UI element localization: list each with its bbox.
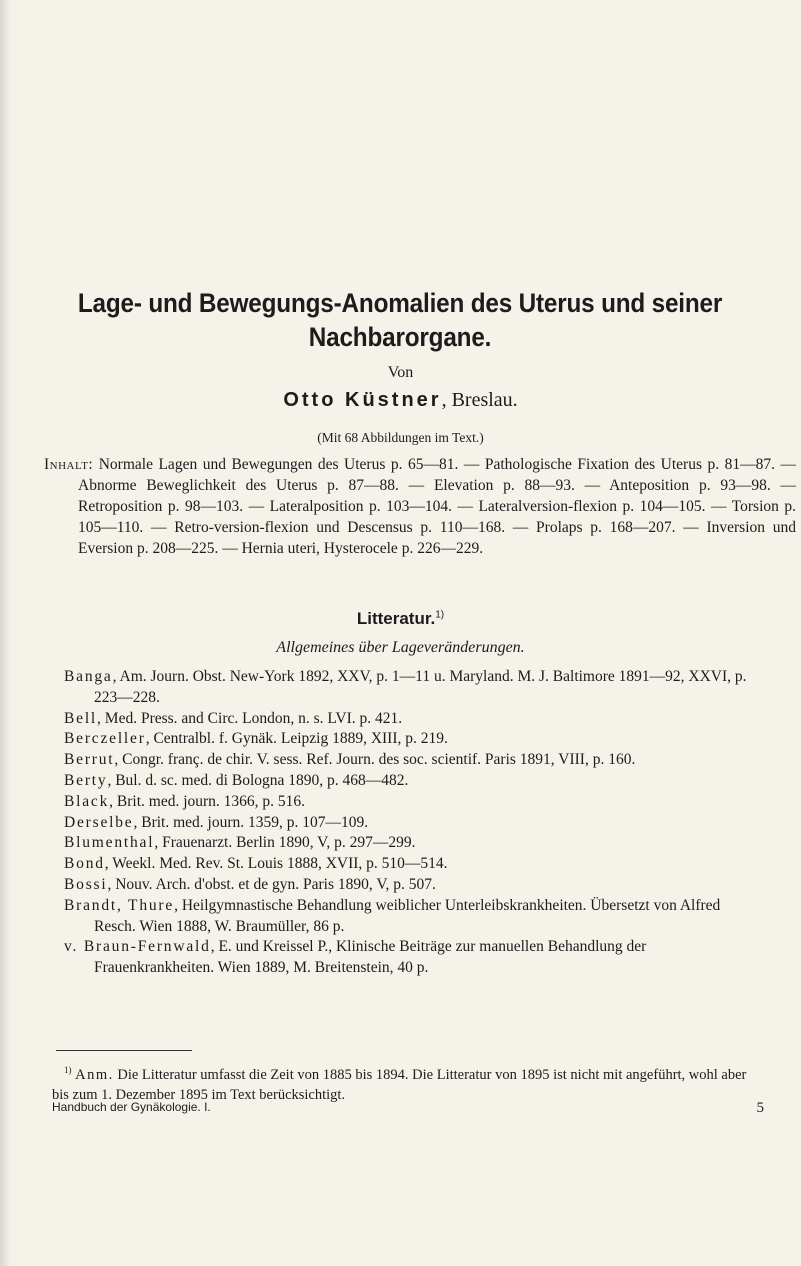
reference-text: , Nouv. Arch. d'obst. et de gyn. Paris 1890, V, p. 507. <box>107 875 436 893</box>
reference-text: , Centralbl. f. Gynäk. Leipzig 1889, XIII, p. 219. <box>145 730 448 748</box>
author-name: Otto Küstner <box>283 389 442 411</box>
reference-author: Derselbe <box>64 813 134 831</box>
reference-text: , Congr. franç. de chir. V. sess. Ref. Journ. des soc. scientif. Paris 1891, VIII, p. 160. <box>114 751 636 769</box>
reference-item <box>64 729 764 750</box>
footnote-text: Die Litteratur umfasst die Zeit von 1885 bis 1894. Die Litteratur von 1895 ist nicht mit angeführt, wohl aber bis zum 1. Dezember 1895 im Text berücksichtigt. <box>52 1066 747 1103</box>
reference-item <box>64 875 764 896</box>
page-footer <box>52 1100 764 1114</box>
author-line <box>0 387 801 413</box>
reference-text: , Bul. d. sc. med. di Bologna 1890, p. 468—482. <box>107 771 409 789</box>
literature-subheading: Allgemeines über Lageveränderungen. <box>276 639 525 656</box>
footnote-label: Anm. <box>75 1066 114 1083</box>
footnote-separator <box>56 1050 192 1051</box>
reference-text: , Am. Journ. Obst. New-York 1892, XXV, p. 1—11 u. Maryland. M. J. Baltimore 1891—92, XXVI, p. 223—228. <box>94 668 747 706</box>
reference-item <box>64 771 764 792</box>
byline-von: Von <box>387 364 414 381</box>
reference-author: Blumenthal <box>64 834 155 852</box>
literature-footnote-mark: 1) <box>435 609 445 621</box>
reference-author: Berty <box>64 771 108 789</box>
literature-heading-text: Litteratur. <box>356 609 436 628</box>
reference-item <box>64 813 764 834</box>
author-place: , Breslau. <box>441 389 518 411</box>
reference-author: Berczeller <box>64 730 146 748</box>
footnote <box>52 1060 764 1105</box>
reference-text: , Weekl. Med. Rev. St. Louis 1888, XVII, p. 510—514. <box>104 855 448 873</box>
literature-heading <box>0 609 801 629</box>
reference-text: , Med. Press. and Circ. London, n. s. LVI. p. 421. <box>97 709 403 727</box>
reference-item <box>64 937 764 979</box>
page-number: 5 <box>756 1100 764 1116</box>
reference-author: Black <box>64 792 110 810</box>
reference-text: , Heilgymnastische Behandlung weiblicher Unterleibskrankheiten. Übersetzt von Alfred Resch. Wien 1888, W. Braumüller, 86 p. <box>94 896 721 935</box>
reference-text: , Brit. med. journ. 1359, p. 107—109. <box>133 813 369 831</box>
reference-item <box>64 896 764 938</box>
running-footer: Handbuch der Gynäkologie. I. <box>52 1100 211 1114</box>
reference-text: , E. und Kreissel P., Klinische Beiträge zur manuellen Behandlung der Frauenkrankheiten. Wien 1889, M. Breitenstein, 40 p. <box>94 938 647 977</box>
reference-item <box>64 792 764 813</box>
reference-item <box>64 750 764 771</box>
reference-text: , Frauenarzt. Berlin 1890, V, p. 297—299. <box>154 834 416 852</box>
reference-author: Berrut <box>64 751 115 769</box>
table-of-contents <box>44 454 796 559</box>
reference-author: Banga <box>64 668 113 685</box>
contents-text: Normale Lagen und Bewegungen des Uterus p. 65—81. — Pathologische Fixation des Uterus p. 81—87. — Abnorme Beweglichkeit des Uterus p. 87—88. — Elevation p. 88—93. — Anteposition p. 93—98. — Retroposition p. 98—103. — Lateralposition p. 103—104. — Lateralversion-flexion p. 104—105. — Torsion p. 105—110. — Retro-version-flexion und Descensus p. 110—168. — Prolaps p. 168—207. — Inversion und Eversion p. 208—225. — Hernia uteri, Hysterocele p. 226—229. <box>78 456 796 557</box>
reference-author: Bossi <box>64 875 108 893</box>
footnote-mark: 1) <box>64 1065 72 1075</box>
reference-author: Bell <box>64 709 98 727</box>
reference-item <box>64 667 764 709</box>
reference-item <box>64 709 764 730</box>
chapter-title-line-1: Lage- und Bewegungs-Anomalien des Uterus und seiner <box>77 288 723 318</box>
page-binding-edge <box>0 0 12 1266</box>
chapter-title <box>67 286 733 354</box>
reference-author: Bond <box>64 855 105 873</box>
chapter-title-line-2: Nachbarorgane. <box>308 322 492 352</box>
reference-text: , Brit. med. journ. 1366, p. 516. <box>109 792 306 810</box>
reference-item <box>64 854 764 875</box>
reference-list <box>64 667 764 979</box>
reference-author: Brandt, Thure <box>64 896 175 914</box>
contents-label: Inhalt: <box>44 456 94 473</box>
reference-author: v. Braun-Fernwald <box>64 938 211 956</box>
reference-item <box>64 833 764 854</box>
illustrations-note: (Mit 68 Abbildungen im Text.) <box>317 430 484 445</box>
